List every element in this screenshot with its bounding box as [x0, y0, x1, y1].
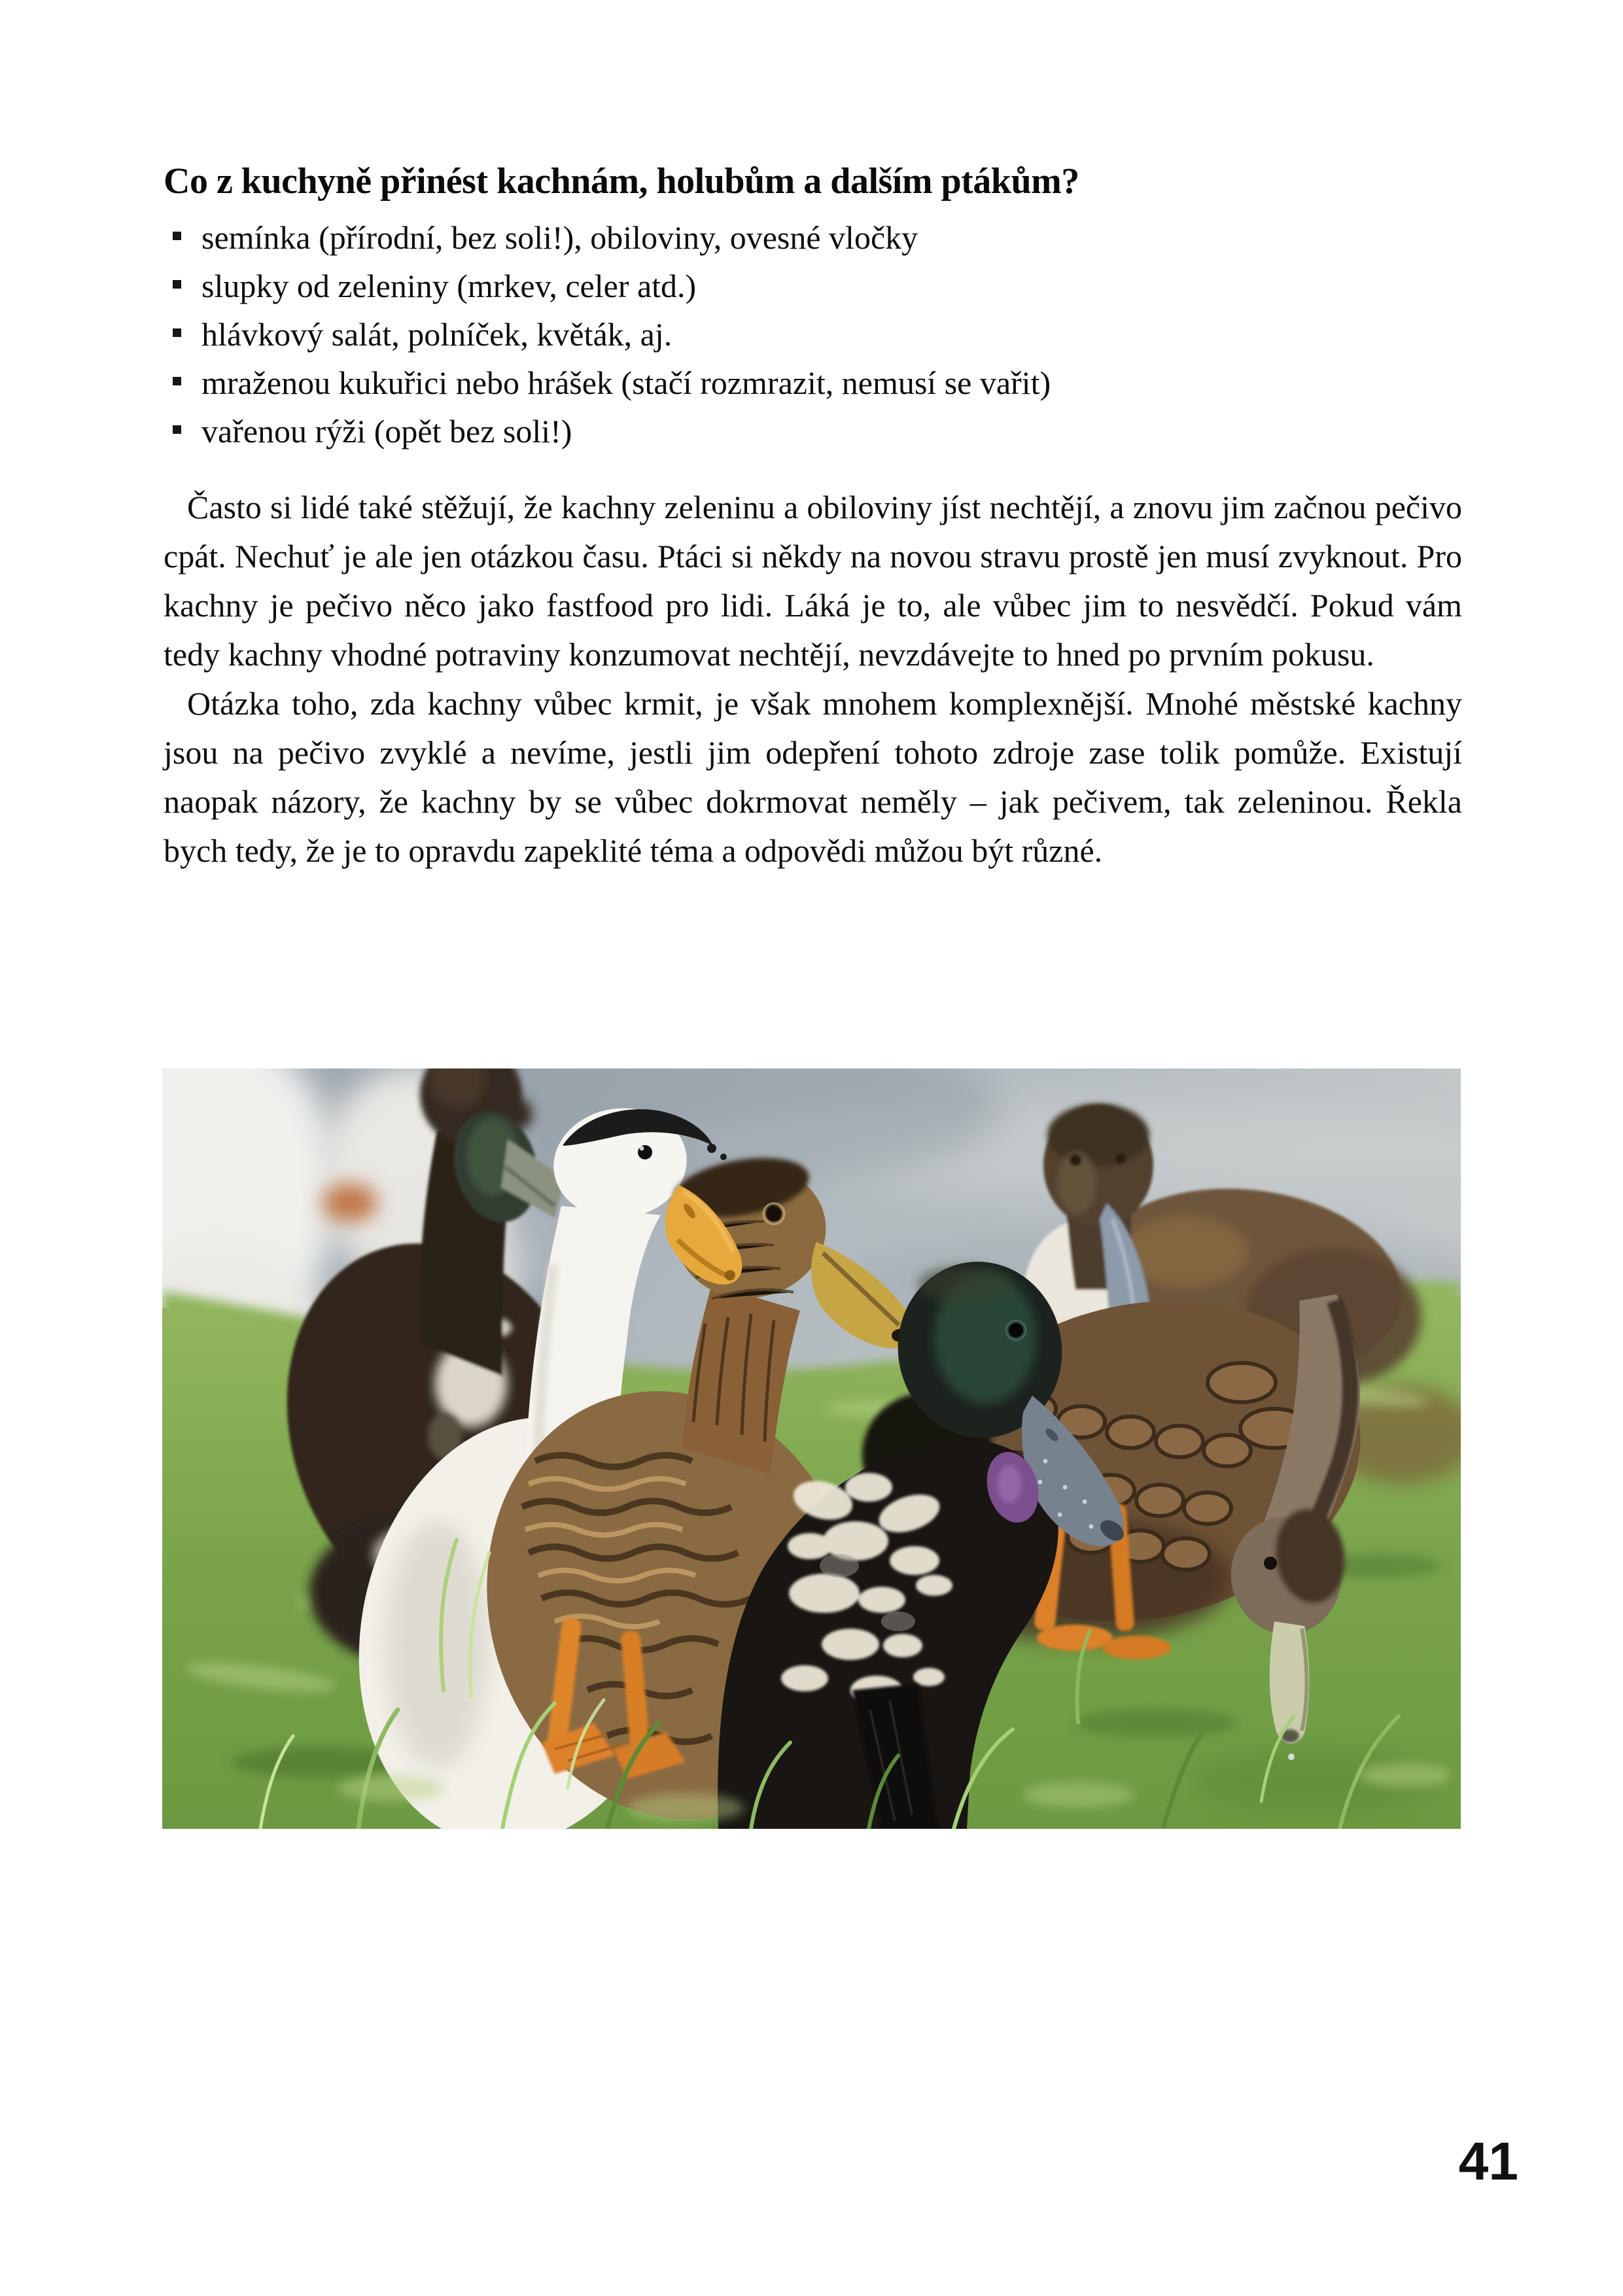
paragraph: Otázka toho, zda kachny vůbec krmit, je však mnohem komplexnější. Mnohé městské kachny jsou na pečivo zvyklé a nevíme, jestli jim odepření tohoto zdroje zase tolik pomůže. Existují naopak názory, že kachny by se vůbec dokrmovat neměly – jak pečivem, tak zeleninou. Řekla bych tedy, že je to opravdu zapeklité téma a odpovědi můžou být různé.: [164, 685, 1462, 869]
ducks-photo-illustration: [162, 1069, 1461, 1829]
bullet-list: [164, 213, 1462, 455]
paragraph: Často si lidé také stěžují, že kachny zeleninu a obiloviny jíst nechtějí, a znovu jim začnou pečivo cpát. Nechuť je ale jen otázkou času. Ptáci si někdy na novou stravu prostě jen musí zvyknout. Pro kachny je pečivo něco jako fastfood pro lidi. Láká je to, ale vůbec jim to nesvědčí. Pokud vám tedy kachny vhodné potraviny konzumovat nechtějí, nevzdávejte to hned po prvním pokusu.: [164, 489, 1462, 673]
page-number: 41: [1458, 2132, 1518, 2191]
list-item: hlávkový salát, polníček, květák, aj.: [164, 310, 1462, 359]
list-item: semínka (přírodní, bez soli!), obiloviny, ovesné vločky: [164, 213, 1462, 262]
list-item: slupky od zeleniny (mrkev, celer atd.): [164, 262, 1462, 310]
text-column: [164, 160, 1462, 875]
ducks-photo: [162, 1069, 1461, 1829]
page-title: Co z kuchyně přinést kachnám, holubům a dalším ptákům?: [164, 161, 1079, 202]
list-item: mraženou kukuřici nebo hrášek (stačí rozmrazit, nemusí se vařit): [164, 359, 1462, 407]
list-item: vařenou rýži (opět bez soli!): [164, 407, 1462, 455]
